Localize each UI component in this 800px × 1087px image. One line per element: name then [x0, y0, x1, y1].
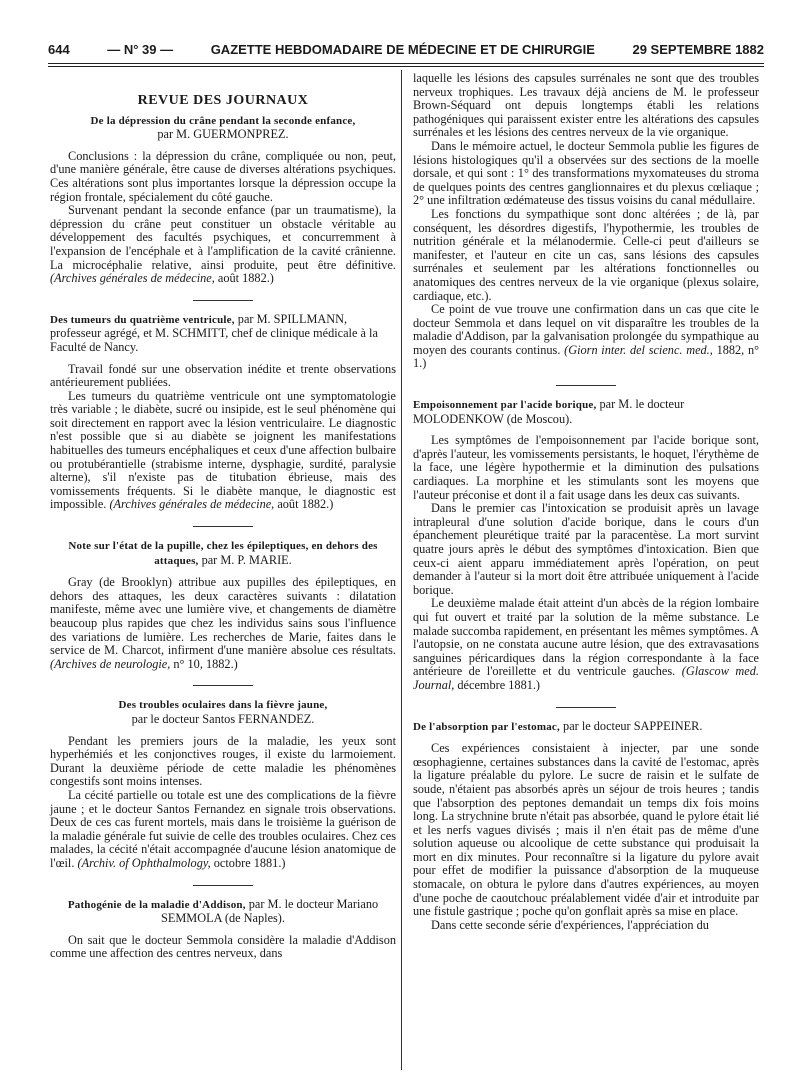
paragraph: Survenant pendant la seconde enfance (par un traumatisme), la dépression du crâne peut constituer un obstacle véritable au développement des facultés psychiques, et concurremment à l'expansion de l'encéphale et à l'amplification de la cavité crânienne. La microcéphalie relative, ainsi produite, peut être définitive. (Archives générales de médecine, août 1882.)	[50, 203, 396, 286]
article-title	[413, 398, 759, 426]
citation-date: août 1882.)	[277, 497, 334, 512]
citation-date: décembre 1881.)	[457, 677, 541, 692]
article-heading: Des troubles oculaires dans la fièvre jaune,	[118, 699, 328, 712]
paragraph: Dans cette seconde série d'expériences, l'appréciation du	[431, 917, 709, 932]
separator	[193, 300, 253, 301]
paragraph: Dans le premier cas l'intoxication se produisit après un lavage intrapleural d'une solution d'acide borique, dans le cours d'un épanchement pleurétique traité par la paracentèse. La mort survint quatre jours après le début des symptômes d'intoxication. Bien que ceux-ci aient apparu immédiatement après l'opération, on peut demander à l'auteur si la mort doit être attribuée uniquement à l'acide borique.	[413, 501, 759, 597]
header-rule-thin	[48, 66, 764, 67]
citation: (Glascow med. Journal,	[413, 664, 759, 692]
separator	[556, 707, 616, 708]
article-title	[413, 720, 759, 735]
citation: (Archives générales de médecine,	[109, 497, 275, 512]
article-heading: Des tumeurs du quatrième ventricule,	[50, 313, 235, 326]
paragraph: Gray (de Brooklyn) attribue aux pupilles des épileptiques, en dehors des attaques, les deux caractères suivants : dilatation manifeste, même avec une lumière vive, et changements de diamètre beaucoup plus rapides que chez les individus sains sous l'influence des variations de lumière. Les recherches de Marie, faites dans le service de M. Charcot, infirment d'une manière absolue ces résultats. (Archives de neurologie, n° 10, 1882.)	[50, 575, 396, 671]
article-heading: Note sur l'état de la pupille, chez les épileptiques, en dehors des attaques,	[68, 540, 378, 567]
paragraph: Dans le mémoire actuel, le docteur Semmola publie les figures de lésions histologiques qu'il a observées sur des sections de la moelle dorsale, et qui sont : 1° des transformations myxomateuses du stroma de quelques points des centres ganglionnaires et du plexus cœliaque ; 2° une infiltration œdémateuse des tissus voisins du canal médullaire.	[413, 138, 759, 208]
citation: (Archiv. of Ophthalmology,	[77, 855, 211, 870]
paragraph: Les symptômes de l'empoisonnement par l'acide borique sont, d'après l'auteur, les vomissements persistants, le hoquet, l'érythème de la face, une légère hypothermie et la diminution des pulsations cardiaques. La morphine et les stimulants sont les moyens que l'auteur préconise et dont il a fait usage dans les deux cas suivants.	[413, 433, 759, 502]
journal-title: GAZETTE HEBDOMADAIRE DE MÉDECINE ET DE CHIRURGIE	[210, 42, 595, 57]
article-author: par le docteur SAPPEINER.	[563, 718, 703, 733]
article-heading: Empoisonnement par l'acide borique,	[413, 399, 597, 412]
paragraph: Les fonctions du sympathique sont donc altérées ; de là, par conséquent, les désordres digestifs, l'hypothermie, les troubles de nutrition générale et la mélanodermie. Celle-ci peut d'ailleurs se manifester, et l'auteur en cite un cas, sans lésions des capsules surrénales et seulement par les altérations fonctionnelles ou anatomiques des centres nerveux de la vie organique (plexus solaire, cardiaque, etc.).	[413, 206, 759, 303]
paragraph: On sait que le docteur Semmola considère la maladie d'Addison comme une affection des centres nerveux, dans	[50, 932, 396, 961]
paragraph: La cécité partielle ou totale est une des complications de la fièvre jaune ; et le docteur Santos Fernandez en signale trois observations. Deux de ces cas furent mortels, mais dans le troisième la guérison de la maladie générale fut suivie de celle des troubles oculaires. Chez ces malades, la cécité n'était accompagnée d'aucune lésion anatomique de l'œil. (Archiv. of Ophthalmology, octobre 1881.)	[50, 787, 396, 870]
separator	[556, 385, 616, 386]
article-heading: De la dépression du crâne pendant la seconde enfance,	[90, 114, 356, 127]
paragraph: Les tumeurs du quatrième ventricule ont une symptomatologie très variable ; le diabète, sucré ou insipide, est le seul phénomène qui soit directement en rapport avec la lésion ventriculaire. Le diagnostic n'est possible que si au diabète se joignent les manifestations habituelles des tumeurs encéphaliques et ceux d'une affection bulbaire ou protubérantielle (strabisme interne, dysphagie, surdité, paralysie alterne), s'il n'existe pas de titubation ébrieuse, mais des vomissements fréquents. Si le diabète manque, le diagnostic est impossible. (Archives générales de médecine, août 1882.)	[50, 388, 396, 512]
article-author: par M. SPILLMANN, professeur agrégé, et M. SCHMITT, chef de clinique médicale à la Faculté de Nancy.	[50, 311, 378, 354]
column-divider	[401, 70, 402, 1070]
article-author: par M. P. MARIE.	[201, 552, 292, 567]
citation: (Archives générales de médecine,	[50, 271, 215, 286]
separator	[193, 526, 253, 527]
citation-date: octobre 1881.)	[213, 855, 286, 870]
issue-date: 29 SEPTEMBRE 1882	[632, 42, 764, 57]
article-title	[50, 114, 396, 142]
article-heading: Pathogénie de la maladie d'Addison,	[67, 898, 246, 911]
paragraph: Ces expériences consistaient à injecter, par une sonde œsophagienne, certaines substances dans la cavité de l'estomac, après la ligature préalable du pylore. Le sucre de raisin et le sulfate de soude, n'étaient pas absorbés après un séjour de trois heures ; tandis que l'absorption des peptones demandait un temps dix fois moins long. La strychnine brute n'était pas absorbée, quand le pylore était lié et les nerfs vagues divisés ; mais il n'en était pas de même d'une solution aqueuse ou alcoolique de cette substance qui produisait la mort en dix minutes. Pour reconnaître si la ligature du pylore avait pour effet de modifier la puissance d'absorption de la muqueuse stomacale, on obtura le pylore dans d'autres expériences, au moyen d'une poche de caoutchouc préalablement vidée d'air et introduite par une fistule gastrique ; poche qu'on gonflait après sa mise en place.	[413, 741, 759, 919]
article-title	[50, 898, 396, 926]
separator	[193, 885, 253, 886]
article-author: par M. le docteur Mariano SEMMOLA (de Naples).	[161, 896, 379, 926]
citation-date: n° 10, 1882.)	[173, 656, 238, 671]
article-title	[50, 313, 396, 355]
paragraph: Pendant les premiers jours de la maladie, les yeux sont hyperhémiés et les conjonctives rouges, il existe du larmoiement. Durant la deuxième période de cette maladie les phénomènes congestifs sont moins intenses.	[50, 733, 396, 789]
separator	[193, 685, 253, 686]
article-title	[50, 698, 396, 726]
paragraph: laquelle les lésions des capsules surrénales ne sont que des troubles nerveux trophiques. Les travaux déjà anciens de M. le professeur Brown-Séquard ont depuis longtemps établi les relations pathogéniques qui paraissent exister entre les altérations des capsules surrénales et les lésions des centres nerveux de la vie organique.	[413, 71, 759, 140]
section-title: REVUE DES JOURNAUX	[137, 93, 309, 108]
citation-date: août 1882.)	[217, 271, 274, 286]
article-author: par le docteur Santos FERNANDEZ.	[131, 711, 315, 726]
citation: (Giorn inter. del scienc. med.,	[564, 342, 713, 357]
citation: (Archives de neurologie,	[50, 656, 171, 671]
article-title	[50, 539, 396, 568]
page-header	[48, 42, 764, 62]
left-column	[50, 72, 396, 961]
citation-date: 1882, n° 1.)	[413, 342, 760, 371]
paragraph: Travail fondé sur une observation inédite et trente observations antérieurement publiées.	[50, 361, 396, 390]
issue-number: — N° 39 —	[107, 42, 174, 57]
paragraph: Conclusions : la dépression du crâne, compliquée ou non, peut, d'une manière générale, être cause de diverses altérations psychiques. Ces altérations sont plus importantes lorsque la dépression occupe la région frontale, spécialement du côté gauche.	[50, 148, 396, 204]
article-author: par M. GUERMONPREZ.	[157, 127, 289, 142]
page-number: 644	[48, 42, 70, 57]
header-rule	[48, 63, 764, 64]
paragraph: Le deuxième malade était atteint d'un abcès de la région lombaire qui fut ouvert et traité par la solution de la même substance. Le malade succomba rapidement, en présentant les mêmes symptômes. A l'autopsie, on ne constata aucune autre lésion, que des extravasations sanguines péricardiques dans la région correspondante à la face antérieure de l'oreillette et du ventricule gauches. (Glascow med. Journal, décembre 1881.)	[413, 596, 759, 692]
article-heading: De l'absorption par l'estomac,	[413, 720, 560, 733]
right-column	[413, 72, 759, 932]
paragraph: Ce point de vue trouve une confirmation dans un cas que cite le docteur Semmola et dans lequel on vit disparaître les troubles de la maladie d'Addison, par la galvanisation prolongée du sympathique au moyen des courants continus. (Giorn inter. del scienc. med., 1882, n° 1.)	[413, 302, 760, 371]
article-author: par M. le docteur MOLODENKOW (de Moscou).	[413, 397, 685, 426]
